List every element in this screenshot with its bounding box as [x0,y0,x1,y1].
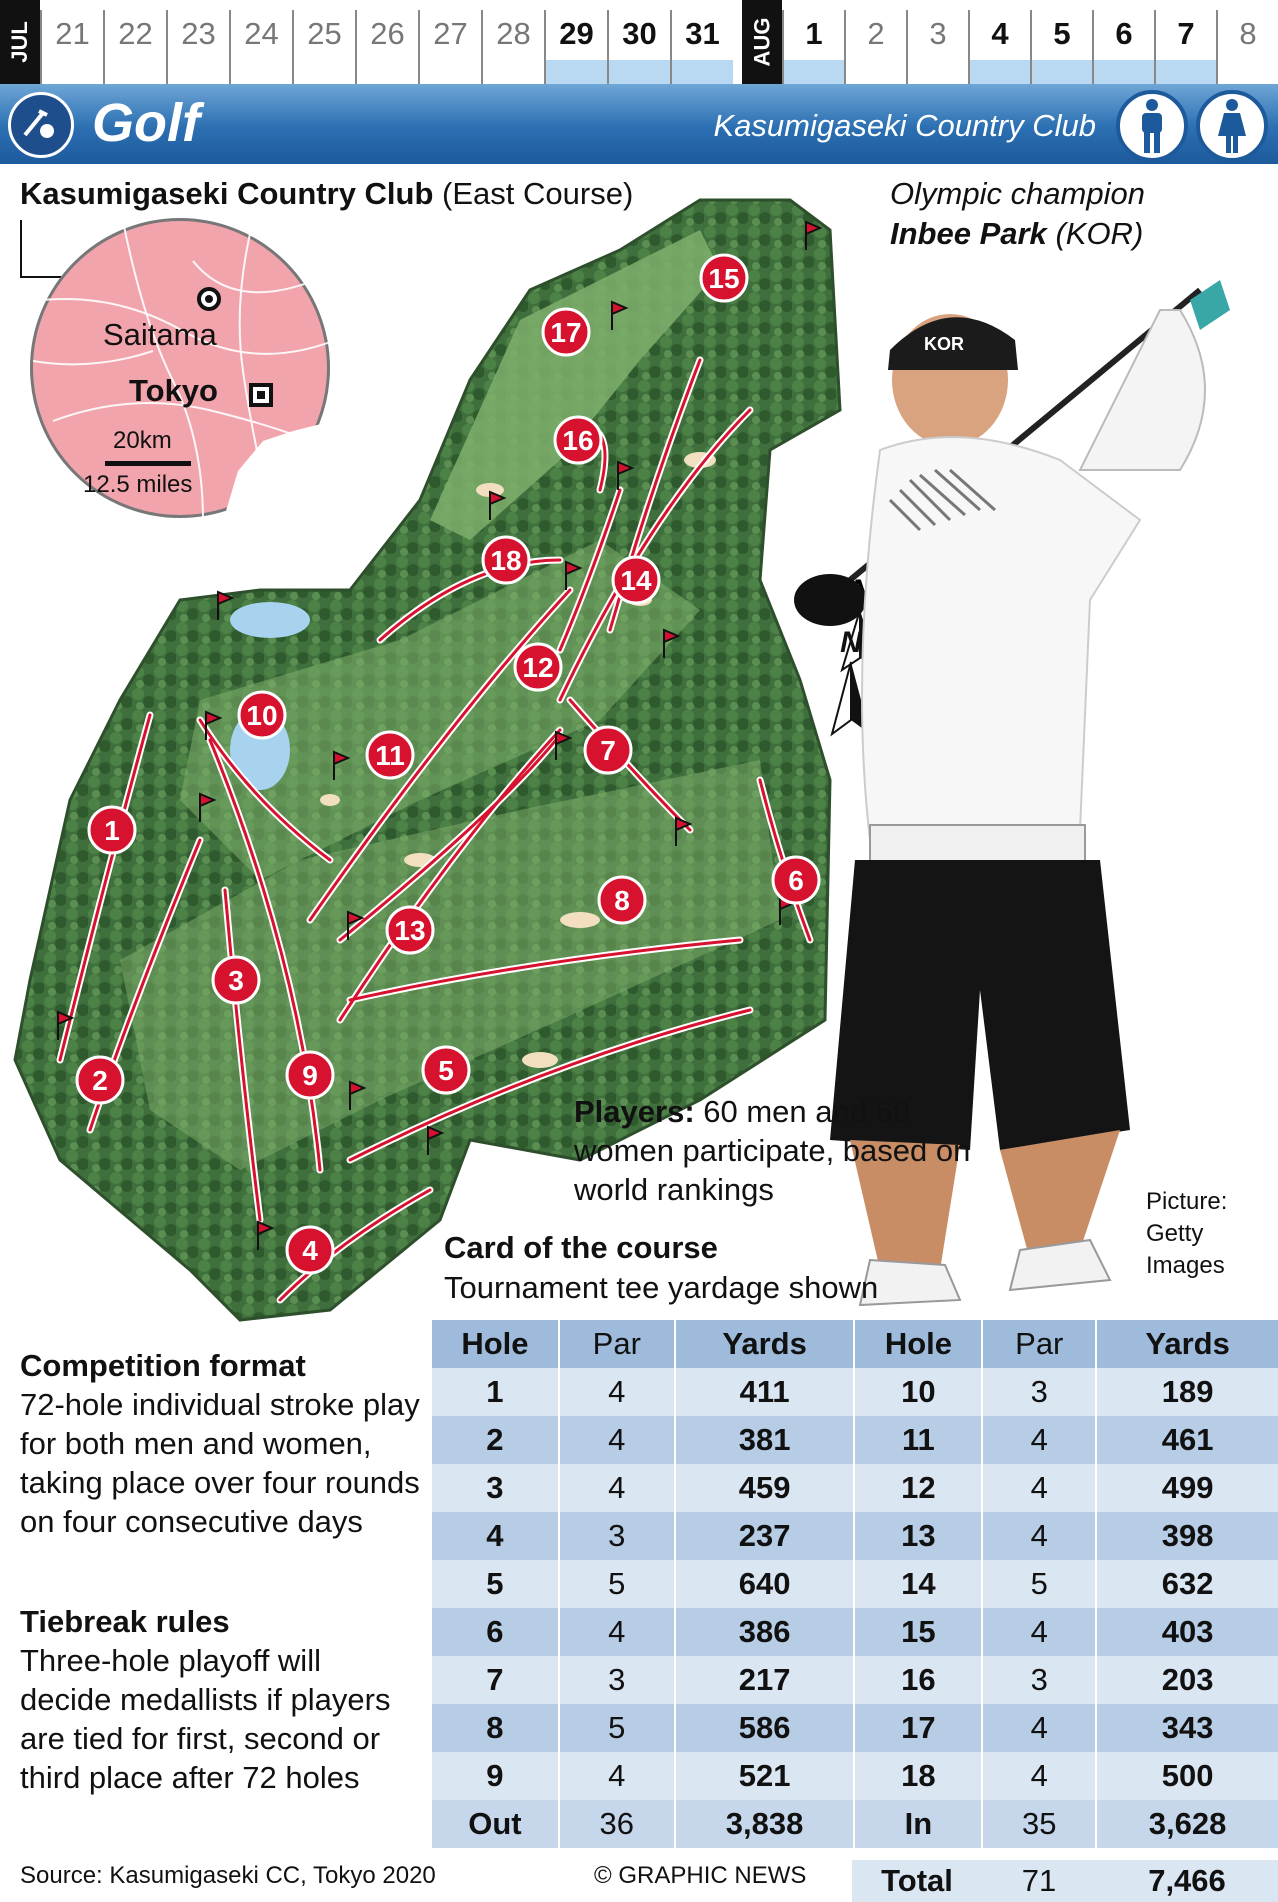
header-hole: Hole [431,1320,559,1368]
cell-yards: 499 [1096,1464,1278,1512]
cell-yards: 386 [675,1608,855,1656]
hole-label-8: 8 [614,885,630,916]
cell-hole: 1 [431,1368,559,1416]
header-yards: Yards [1096,1320,1278,1368]
hole-label-4: 4 [302,1235,318,1266]
champion-line1: Olympic champion [890,176,1145,211]
table-row [431,1704,1278,1752]
tiebreak-text: Three-hole playoff will decide medallists if players are tied for first, second or third place after 72 holes [20,1643,391,1795]
date-cell-22: 22 [103,10,166,84]
header-par: Par [559,1320,675,1368]
subtotal-out-1: 36 [559,1800,675,1848]
table-row [431,1752,1278,1800]
cell-hole: 5 [431,1560,559,1608]
cell-yards: 398 [1096,1512,1278,1560]
sport-title: Golf [92,93,200,153]
subtotal-in-2: 3,628 [1096,1800,1278,1848]
hole-label-6: 6 [788,865,804,896]
champion-name: Inbee Park [890,216,1047,251]
total-yards: 7,466 [1148,1863,1226,1898]
scale-bar [105,461,191,466]
date-cell-8: 8 [1216,10,1278,84]
cell-yards: 203 [1096,1656,1278,1704]
table-row [431,1560,1278,1608]
cell-par: 4 [559,1608,675,1656]
date-cell-28: 28 [481,10,544,84]
competition-format [20,1346,420,1541]
cell-yards: 381 [675,1416,855,1464]
tiebreak-rules [20,1602,420,1797]
date-strip [0,0,1278,84]
players-text: 60 men and 60 women participate, based on world rankings [574,1094,971,1207]
cap-text: KOR [924,334,964,354]
format-title: Competition format [20,1348,306,1383]
cell-par: 4 [559,1368,675,1416]
table-row [431,1608,1278,1656]
source: Source: Kasumigaseki CC, Tokyo 2020 [20,1862,436,1889]
cell-hole: 18 [854,1752,982,1800]
cell-yards: 586 [675,1704,855,1752]
course-heading [20,176,633,212]
cell-par: 3 [559,1656,675,1704]
cell-par: 4 [559,1464,675,1512]
cell-hole: 13 [854,1512,982,1560]
hole-label-18: 18 [490,545,522,576]
table-row [431,1416,1278,1464]
total-row [852,1860,1278,1902]
date-cell-6: 6 [1092,10,1154,84]
tokyo-marker [249,383,273,407]
leader-line [20,220,22,278]
cell-hole: 7 [431,1656,559,1704]
hole-label-1: 1 [104,815,120,846]
cell-yards: 343 [1096,1704,1278,1752]
date-cell-25: 25 [292,10,355,84]
cell-hole: 11 [854,1416,982,1464]
hole-label-12: 12 [522,652,554,683]
cell-hole: 17 [854,1704,982,1752]
venue-title: Kasumigaseki Country Club [713,108,1096,143]
date-cell-4: 4 [968,10,1030,84]
header-par: Par [982,1320,1096,1368]
hole-label-5: 5 [438,1055,454,1086]
cell-par: 5 [982,1560,1096,1608]
cell-hole: 16 [854,1656,982,1704]
hole-label-7: 7 [600,735,616,766]
cell-hole: 14 [854,1560,982,1608]
cell-yards: 461 [1096,1416,1278,1464]
date-cell-1: 1 [782,10,844,84]
cell-hole: 12 [854,1464,982,1512]
cell-par: 3 [559,1512,675,1560]
locator-map [30,218,330,518]
cell-yards: 403 [1096,1608,1278,1656]
man-icon [1116,90,1188,162]
hole-label-13: 13 [394,915,426,946]
cell-yards: 217 [675,1656,855,1704]
cell-par: 5 [559,1704,675,1752]
cell-yards: 500 [1096,1752,1278,1800]
cell-par: 4 [982,1416,1096,1464]
cell-par: 4 [982,1608,1096,1656]
scale-km: 20km [113,427,172,454]
date-cell-21: 21 [40,10,103,84]
table-row [431,1656,1278,1704]
date-cell-30: 30 [607,10,670,84]
table-row [431,1464,1278,1512]
hole-label-17: 17 [550,317,582,348]
month-label-aug: AUG [742,0,782,84]
date-cell-7: 7 [1154,10,1216,84]
cell-par: 4 [982,1512,1096,1560]
date-cell-29: 29 [544,10,607,84]
hole-label-10: 10 [246,700,278,731]
date-cell-31: 31 [670,10,733,84]
cell-par: 3 [982,1656,1096,1704]
date-cell-26: 26 [355,10,418,84]
woman-icon [1196,90,1268,162]
copyright: © GRAPHIC NEWS [594,1862,807,1889]
date-cell-24: 24 [229,10,292,84]
cell-par: 3 [982,1368,1096,1416]
golf-icon [8,92,74,158]
date-cell-27: 27 [418,10,481,84]
scorecard-table [430,1320,1278,1848]
subtotal-row [431,1800,1278,1848]
hole-label-15: 15 [708,263,740,294]
hole-label-16: 16 [562,425,594,456]
header-yards: Yards [675,1320,855,1368]
course-subname: (East Course) [442,176,634,211]
players-info [574,1092,994,1209]
table-row [431,1368,1278,1416]
cell-hole: 6 [431,1608,559,1656]
cell-hole: 9 [431,1752,559,1800]
subtotal-out-0: Out [431,1800,559,1848]
header-hole: Hole [854,1320,982,1368]
cell-yards: 459 [675,1464,855,1512]
players-label: Players: [574,1094,695,1129]
saitama-marker [197,287,221,311]
subtotal-out-2: 3,838 [675,1800,855,1848]
cell-yards: 411 [675,1368,855,1416]
scale-miles: 12.5 miles [83,471,193,498]
champion-country: (KOR) [1055,216,1144,251]
cell-yards: 189 [1096,1368,1278,1416]
hole-label-3: 3 [228,965,244,996]
course-name: Kasumigaseki Country Club [20,176,434,211]
cell-par: 4 [559,1416,675,1464]
hole-label-11: 11 [375,740,405,771]
month-label-jul: JUL [0,0,40,84]
cell-par: 5 [559,1560,675,1608]
cell-yards: 521 [675,1752,855,1800]
photo-credit: Picture: Getty Images [1146,1188,1228,1279]
champion-caption [890,174,1145,254]
hole-label-2: 2 [92,1065,108,1096]
date-cell-23: 23 [166,10,229,84]
cell-yards: 237 [675,1512,855,1560]
cell-par: 4 [982,1464,1096,1512]
table-header-row [431,1320,1278,1368]
card-subtitle: Tournament tee yardage shown [444,1270,879,1305]
total-par: 71 [1021,1863,1057,1898]
cell-hole: 8 [431,1704,559,1752]
cell-yards: 632 [1096,1560,1278,1608]
card-title: Card of the course [444,1230,718,1265]
cell-hole: 4 [431,1512,559,1560]
table-row [431,1512,1278,1560]
date-cell-2: 2 [844,10,906,84]
cell-yards: 640 [675,1560,855,1608]
tiebreak-title: Tiebreak rules [20,1604,230,1639]
format-text: 72-hole individual stroke play for both men and women, taking place over four rounds on four consecutive days [20,1387,420,1539]
subtotal-in-1: 35 [982,1800,1096,1848]
date-cell-3: 3 [906,10,968,84]
hole-label-9: 9 [302,1060,318,1091]
date-cell-5: 5 [1030,10,1092,84]
cell-par: 4 [982,1752,1096,1800]
tokyo-label: Tokyo [129,373,218,408]
cell-hole: 15 [854,1608,982,1656]
saitama-label: Saitama [103,317,217,352]
compass-label: N [840,626,862,659]
hole-label-14: 14 [620,565,652,596]
header-bar [0,84,1278,164]
subtotal-in-0: In [854,1800,982,1848]
cell-hole: 10 [854,1368,982,1416]
cell-par: 4 [559,1752,675,1800]
total-label: Total [881,1863,953,1898]
cell-hole: 3 [431,1464,559,1512]
cell-hole: 2 [431,1416,559,1464]
cell-par: 4 [982,1704,1096,1752]
